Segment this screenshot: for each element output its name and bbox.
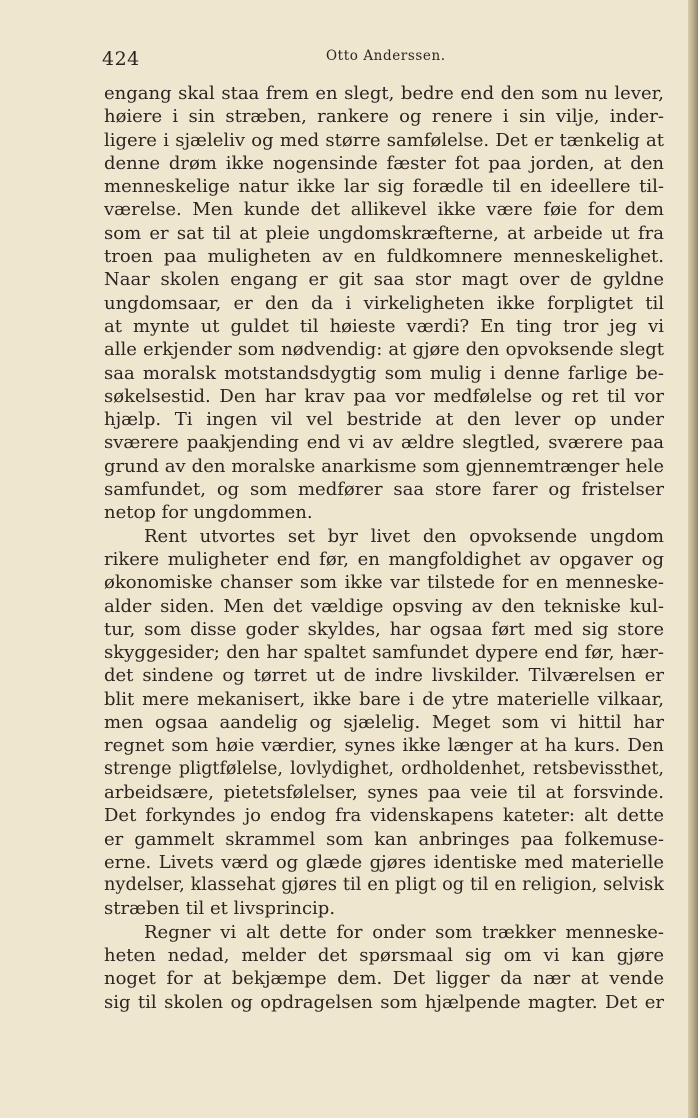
page-edge [688, 0, 698, 1118]
text-line: blit mere mekanisert, ikke bare i de ytre materielle vilkaar, [104, 688, 664, 710]
text-line: hjælp. Ti ingen vil vel bestride at den lever op under [104, 409, 664, 431]
text-line: erne. Livets værd og glæde gjøres identiske med materielle [104, 851, 664, 873]
text-line: økonomiske chanser som ikke var tilstede for en menneske- [104, 572, 664, 594]
text-line: skyggesider; den har spaltet samfundet dypere end før, hær- [104, 642, 664, 664]
text-line: sig til skolen og opdragelsen som hjælpende magter. Det er [104, 991, 664, 1013]
text-line: arbeidsære, pietetsfølelser, synes paa veie til at forsvinde. [104, 781, 664, 803]
text-line: søkelsestid. Den har krav paa vor medfølelse og ret til vor [104, 385, 664, 407]
running-title: Otto Anderssen. [326, 48, 446, 64]
text-line: alle erkjender som nødvendig: at gjøre den opvoksende slegt [104, 339, 664, 361]
text-line: samfundet, og som medfører saa store farer og fristelser [104, 479, 664, 501]
text-line: regnet som høie værdier, synes ikke længer at ha kurs. Den [104, 735, 664, 757]
text-line: denne drøm ikke nogensinde fæster fot paa jorden, at den [104, 152, 664, 174]
text-line: høiere i sin stræben, rankere og renere i sin vilje, inder- [104, 106, 664, 128]
text-line: troen paa muligheten av en fuldkomnere menneskelighet. [104, 246, 664, 268]
text-line: værelse. Men kunde det allikevel ikke være føie for dem [104, 199, 664, 221]
text-line: alder siden. Men det vældige opsving av den tekniske kul- [104, 595, 664, 617]
text-line: ligere i sjæleliv og med større samfølelse. Det er tænkelig at [104, 129, 664, 151]
text-line: heten nedad, melder det spørsmaal sig om vi kan gjøre [104, 944, 664, 966]
text-line: menneskelige natur ikke lar sig forædle til en ideellere til- [104, 176, 664, 198]
paragraph-first-line: Regner vi alt dette for onder som trækker menneske- [144, 921, 664, 943]
text-line: sværere paakjending end vi av ældre slegtled, sværere paa [104, 432, 664, 454]
text-line: som er sat til at pleie ungdomskræfterne, at arbeide ut fra [104, 222, 664, 244]
text-line: Det forkyndes jo endog fra videnskapens kateter: alt dette [104, 805, 664, 827]
text-line: strenge pligtfølelse, lovlydighet, ordholdenhet, retsbevissthet, [104, 758, 664, 779]
text-line: saa moralsk motstandsdygtig som mulig i denne farlige be- [104, 362, 664, 384]
paragraph-first-line: Rent utvortes set byr livet den opvoksende ungdom [144, 525, 664, 547]
text-line: men ogsaa aandelig og sjælelig. Meget som vi hittil har [104, 712, 664, 734]
text-line: stræben til et livsprincip. [104, 898, 336, 920]
body-text [104, 82, 664, 1014]
text-line: Naar skolen engang er git saa stor magt over de gyldne [104, 269, 664, 291]
text-line: engang skal staa frem en slegt, bedre end den som nu lever, [104, 83, 664, 104]
text-line: at mynte ut guldet til høieste værdi? En ting tror jeg vi [104, 315, 664, 337]
text-line: noget for at bekjæmpe dem. Det ligger da nær at vende [104, 968, 664, 990]
page-number: 424 [102, 48, 140, 70]
text-line: er gammelt skrammel som kan anbringes paa folkemuse- [104, 828, 664, 850]
text-line: rikere muligheter end før, en mangfoldighet av opgaver og [104, 548, 664, 570]
text-line: grund av den moralske anarkisme som gjennemtrænger hele [104, 455, 664, 477]
text-line: det sindene og tørret ut de indre livskilder. Tilværelsen er [104, 665, 664, 687]
text-line: ungdomsaar, er den da i virkeligheten ikke forpligtet til [104, 292, 664, 314]
text-line: tur, som disse goder skyldes, har ogsaa ført med sig store [104, 618, 664, 640]
text-line: nydelser, klassehat gjøres til en pligt og til en religion, selvisk [104, 875, 664, 896]
text-line: netop for ungdommen. [104, 502, 313, 524]
page-header [102, 46, 664, 72]
